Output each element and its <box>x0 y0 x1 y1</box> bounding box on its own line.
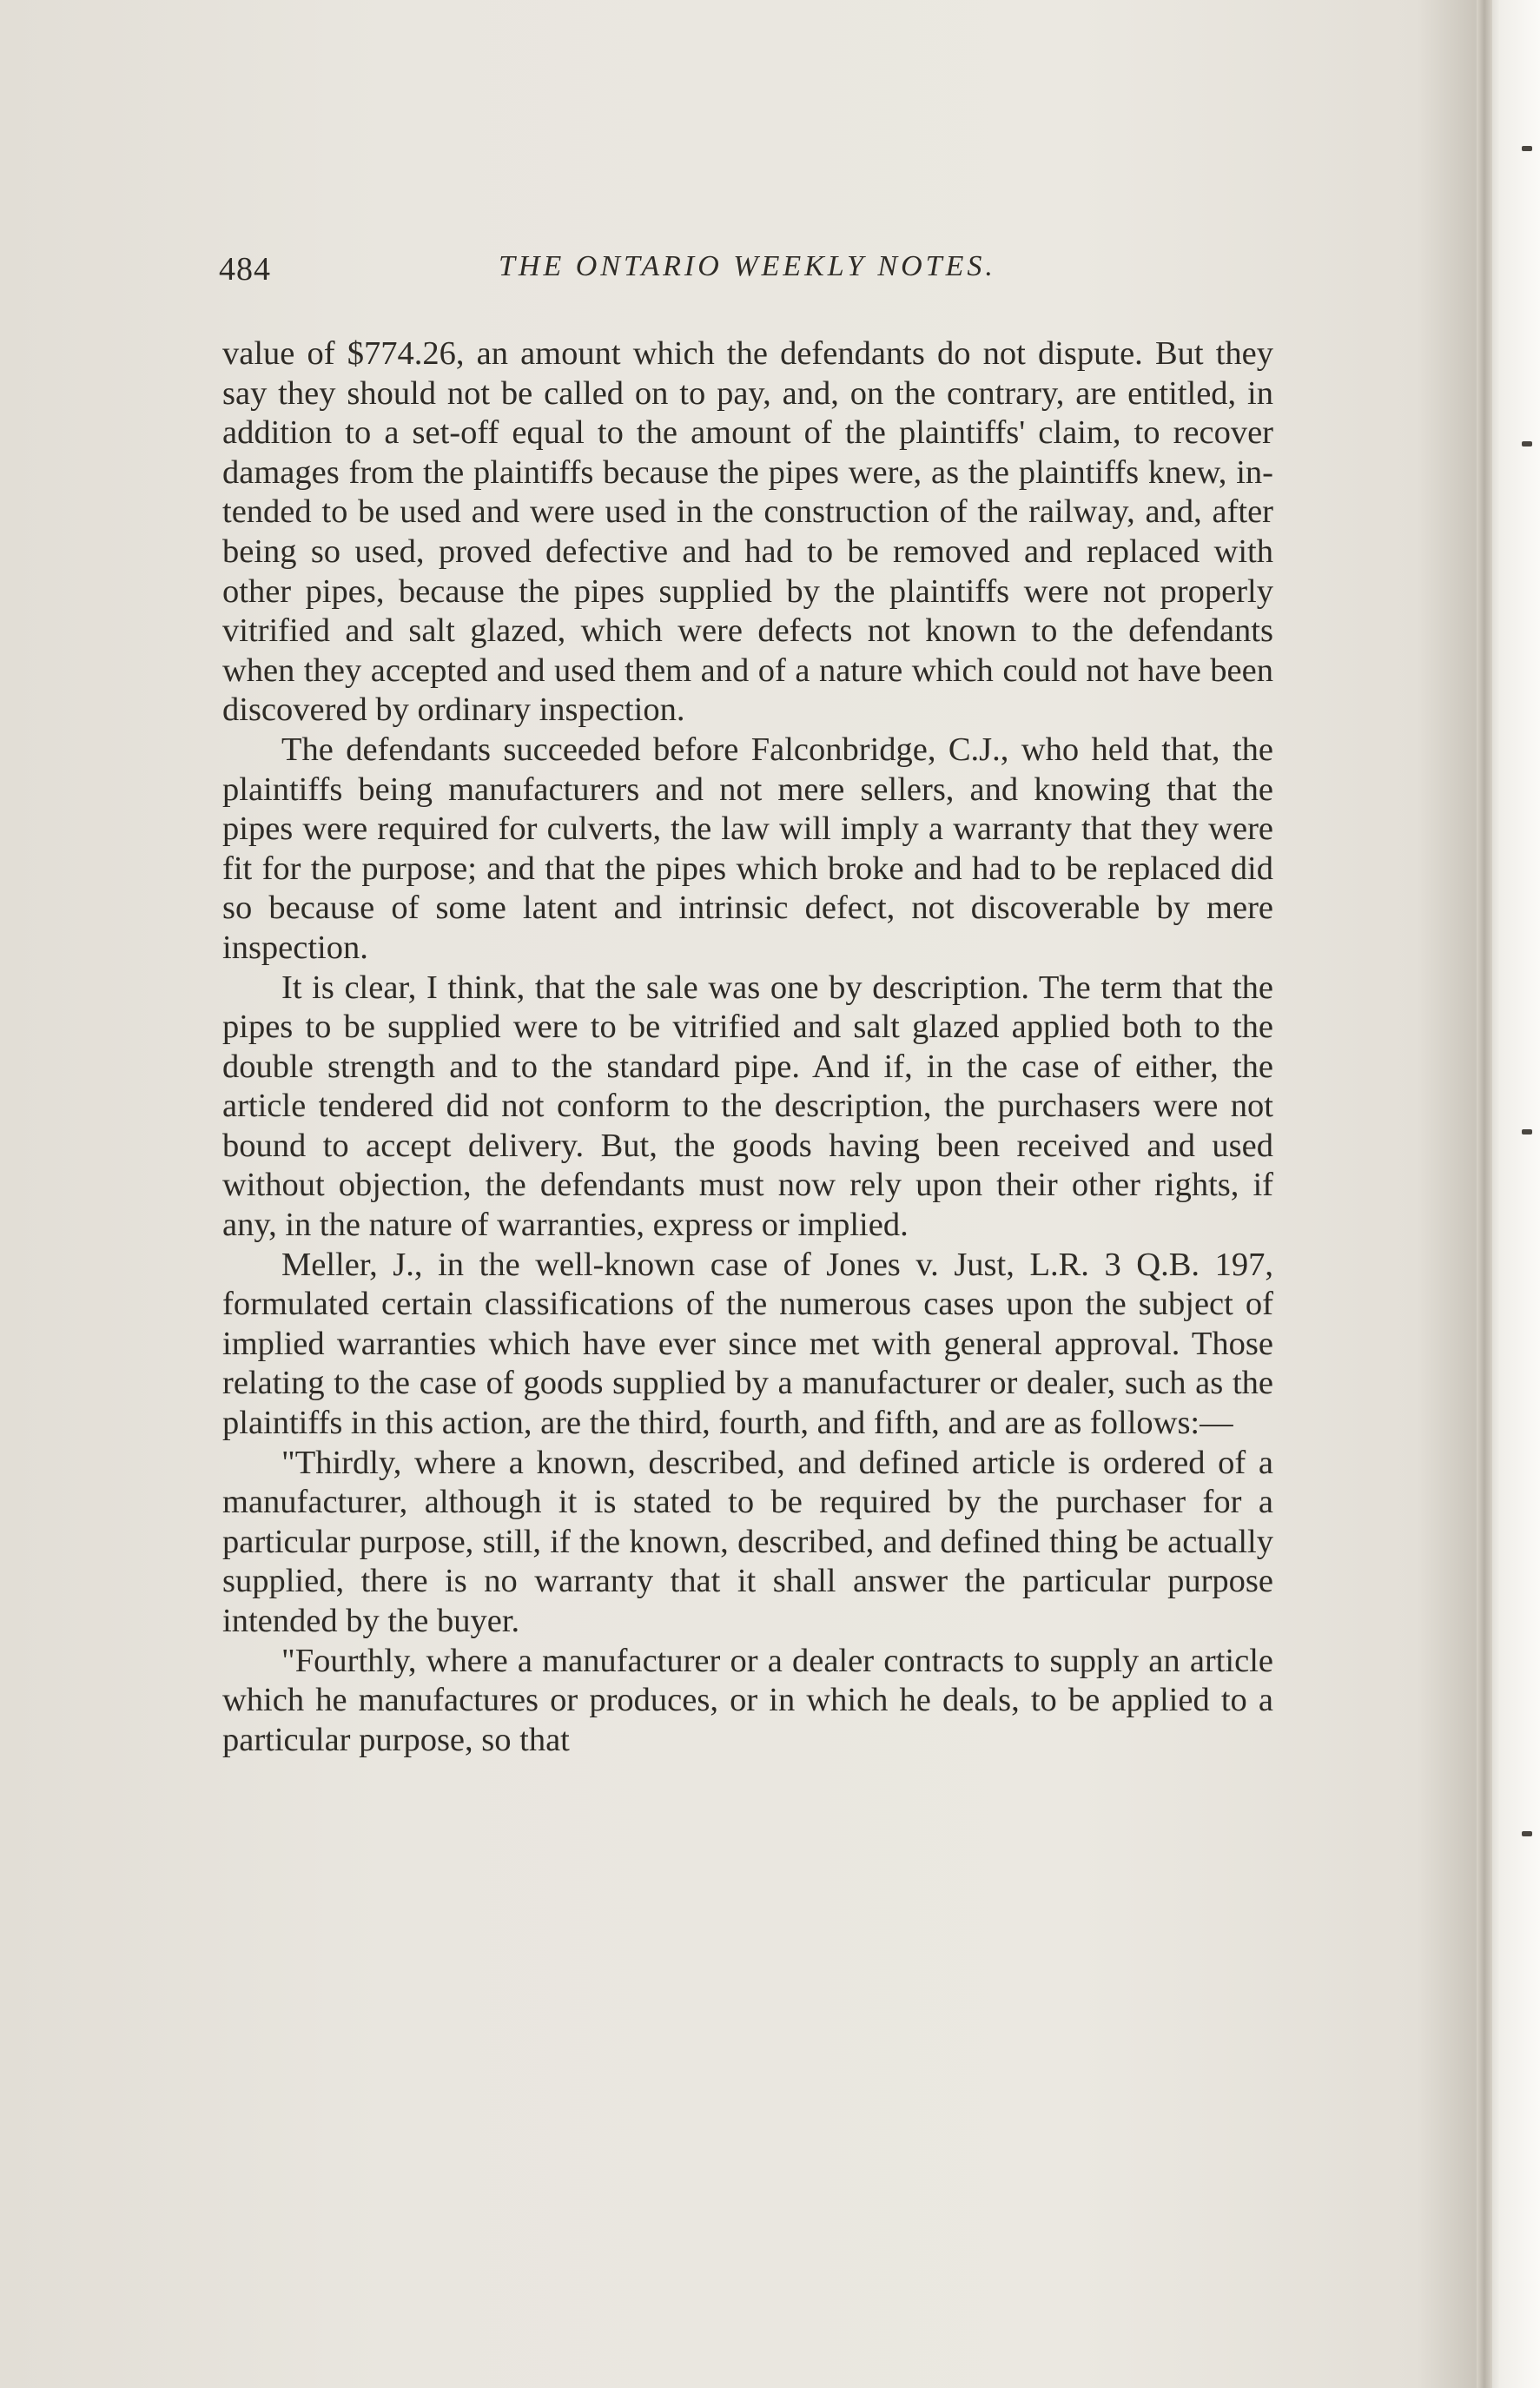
paragraph: The defendants succeeded before Falconbridge, C.J., who held that, the plaintiffs being manufacturers and not mere sellers, and knowing that the pipes were required for culverts, the law will imply a warranty that they were fit for the purpose; and that the pipes which broke and had to be replaced did so because of some latent and intrinsic defect, not discoverable by mere inspection. <box>222 731 1273 966</box>
page-number: 484 <box>219 251 271 288</box>
margin-mark <box>1522 146 1532 151</box>
quoted-paragraph: "Thirdly, where a known, described, and defined article is ordered of a manufacturer, although it is stated to be required by the purchaser for a particular purpose, still, if the known, described, and defined thing be actually supplied, there is no warranty that it shall answer the particular purpose intended by the buyer. <box>222 1444 1273 1639</box>
paragraph: It is clear, I think, that the sale was one by description. The term that the pipes to be supplied were to be vitrified and salt glazed applied both to the double strength and to the standard pipe. And if, in the case of either, the article tendered did not conform to the description, the purchasers were not bound to accept delivery. But, the goods having been received and used without objection, the defendants must now rely upon their other rights, if any, in the nature of warranties, express or implied. <box>222 969 1273 1244</box>
page-header <box>219 250 1279 302</box>
paragraph: Meller, J., in the well-known case of Jones v. Just, L.R. 3 Q.B. 197, formulated certain classifications of the numerous cases upon the subject of implied warranties which have ever since met with general approval. Those relating to the case of goods supplied by a manufacturer or dealer, such as the plaintiffs in this action, are the third, fourth, and fifth, and are as follows:— <box>222 1246 1273 1442</box>
quoted-paragraph: "Fourthly, where a manufacturer or a dealer contracts to supply an article which he manufactures or produces, or in which he deals, to be applied to a particular purpose, so that <box>222 1642 1273 1758</box>
body-text <box>222 334 1273 1760</box>
running-title: THE ONTARIO WEEKLY NOTES. <box>499 250 996 282</box>
page-binding-edge <box>1477 0 1492 2388</box>
margin-mark <box>1522 1129 1532 1134</box>
margin-mark <box>1522 1831 1532 1836</box>
paragraph-continued: value of $774.26, an amount which the defendants do not dispute. But they say they should not be called on to pay, and, on the contrary, are entitled, in addition to a set-off equal to the amount of the plaintiffs' claim, to recover damages from the plaintiffs because the pipes were, as the plaintiffs knew, intended to be used and were used in the construction of the railway, and, after being so used, proved defective and had to be removed and replaced with other pipes, because the pipes supplied by the plaintiffs were not properly vitrified and salt glazed, which were defects not known to the defendants when they accepted and used them and of a nature which could not have been discovered by ordinary inspection. <box>222 335 1273 729</box>
margin-mark <box>1522 441 1532 447</box>
